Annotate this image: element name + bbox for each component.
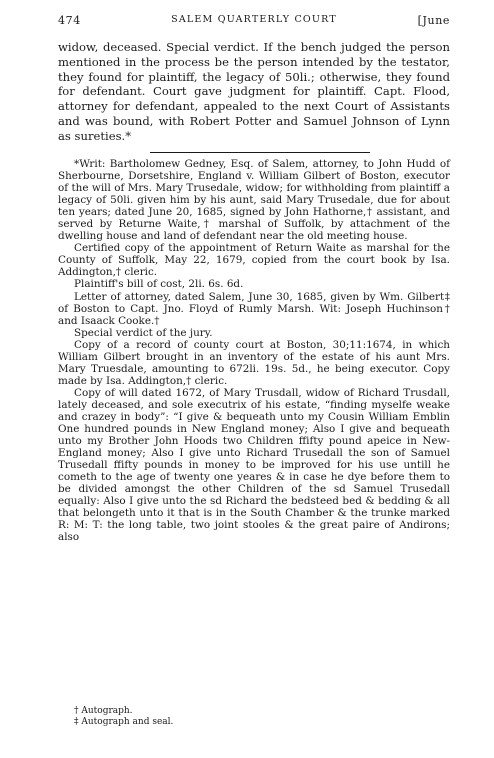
running-header	[58, 14, 450, 30]
footnote-autograph: † Autograph.	[74, 706, 133, 716]
note-writ: *Writ: Bartholomew Gedney, Esq. of Salem, attorney, to John Hudd of Sherbourne, Dorsetshire, England v. William Gilbert of Boston, executor of the will of Mrs. Mary Trusedale, widow; for withholding from plaintiff a legacy of 50li. given him by his aunt, said Mary Trusedale, due for about ten years; dated June 20, 1685, signed by John Hathorne,† assistant, and served by Returne Waite,† marshal of Suffolk, by attachment of the dwelling house and land of defendant near the old meeting house.	[58, 158, 450, 243]
running-title: SALEM QUARTERLY COURT	[171, 14, 337, 25]
note-certified-copy: Certified copy of the appointment of Return Waite as marshal for the County of Suffolk, May 22, 1679, copied from the court book by Isa. Addington,† cleric.	[58, 242, 450, 279]
main-text	[58, 40, 450, 144]
header-month: [June	[417, 14, 450, 27]
footnote-autograph-seal: ‡ Autograph and seal.	[74, 717, 174, 727]
note-court-record: Copy of a record of county court at Boston, 30;11:1674, in which William Gilbert brought in an inventory of the estate of his aunt Mrs. Mary Truesdale, amounting to 672li. 19s. 5d., he being executor. Copy made by Isa. Addington,† cleric.	[58, 338, 450, 387]
note-bill-of-cost: Plaintiff's bill of cost, 2li. 6s. 6d.	[74, 278, 244, 291]
footnote-divider	[150, 152, 370, 153]
note-letter-of-attorney: Letter of attorney, dated Salem, June 30, 1685, given by Wm. Gilbert‡ of Boston to Capt. Jno. Floyd of Rumly Marsh. Wit: Joseph Huchinson† and Isaack Cooke.†	[58, 290, 450, 327]
notes-section	[58, 158, 450, 544]
note-will-copy: Copy of will dated 1672, of Mary Trusdall, widow of Richard Trusdall, lately deceased, and sole executrix of his estate, “finding myselfe weake and crazey in body”: “I give & bequeath unto my Cousin William Emblin One hundred pounds in New England money; Also I give and bequeath unto my Brother John Hoods two Children ffifty pound apeice in New-England money; Also I give unto Richard Trusedall the son of Samuel Trusedall ffifty pounds in money to be improved for his use untill he cometh to the age of twenty one yeares & in case he dye before them to be divided amongst the other Children of the sd Samuel Trusedall equally: Also I give unto the sd Richard the bedsteed bed & bedding & all that belongeth unto it that is in the South Chamber & the trunke marked R: M: T: the long table, two joint stooles & the great paire of Andirons; also	[58, 386, 450, 544]
page-number: 474	[58, 14, 81, 27]
footnotes	[74, 706, 450, 728]
main-paragraph: widow, deceased. Special verdict. If the bench judged the person mentioned in the process be the person intended by the testator, they found for plaintiff, the legacy of 50li.; otherwise, they found for defendant. Court gave judgment for plaintiff. Capt. Flood, attorney for defendant, appealed to the next Court of Assistants and was bound, with Robert Potter and Samuel Johnson of Lynn as sureties.*	[58, 40, 450, 143]
note-special-verdict: Special verdict of the jury.	[74, 326, 213, 339]
